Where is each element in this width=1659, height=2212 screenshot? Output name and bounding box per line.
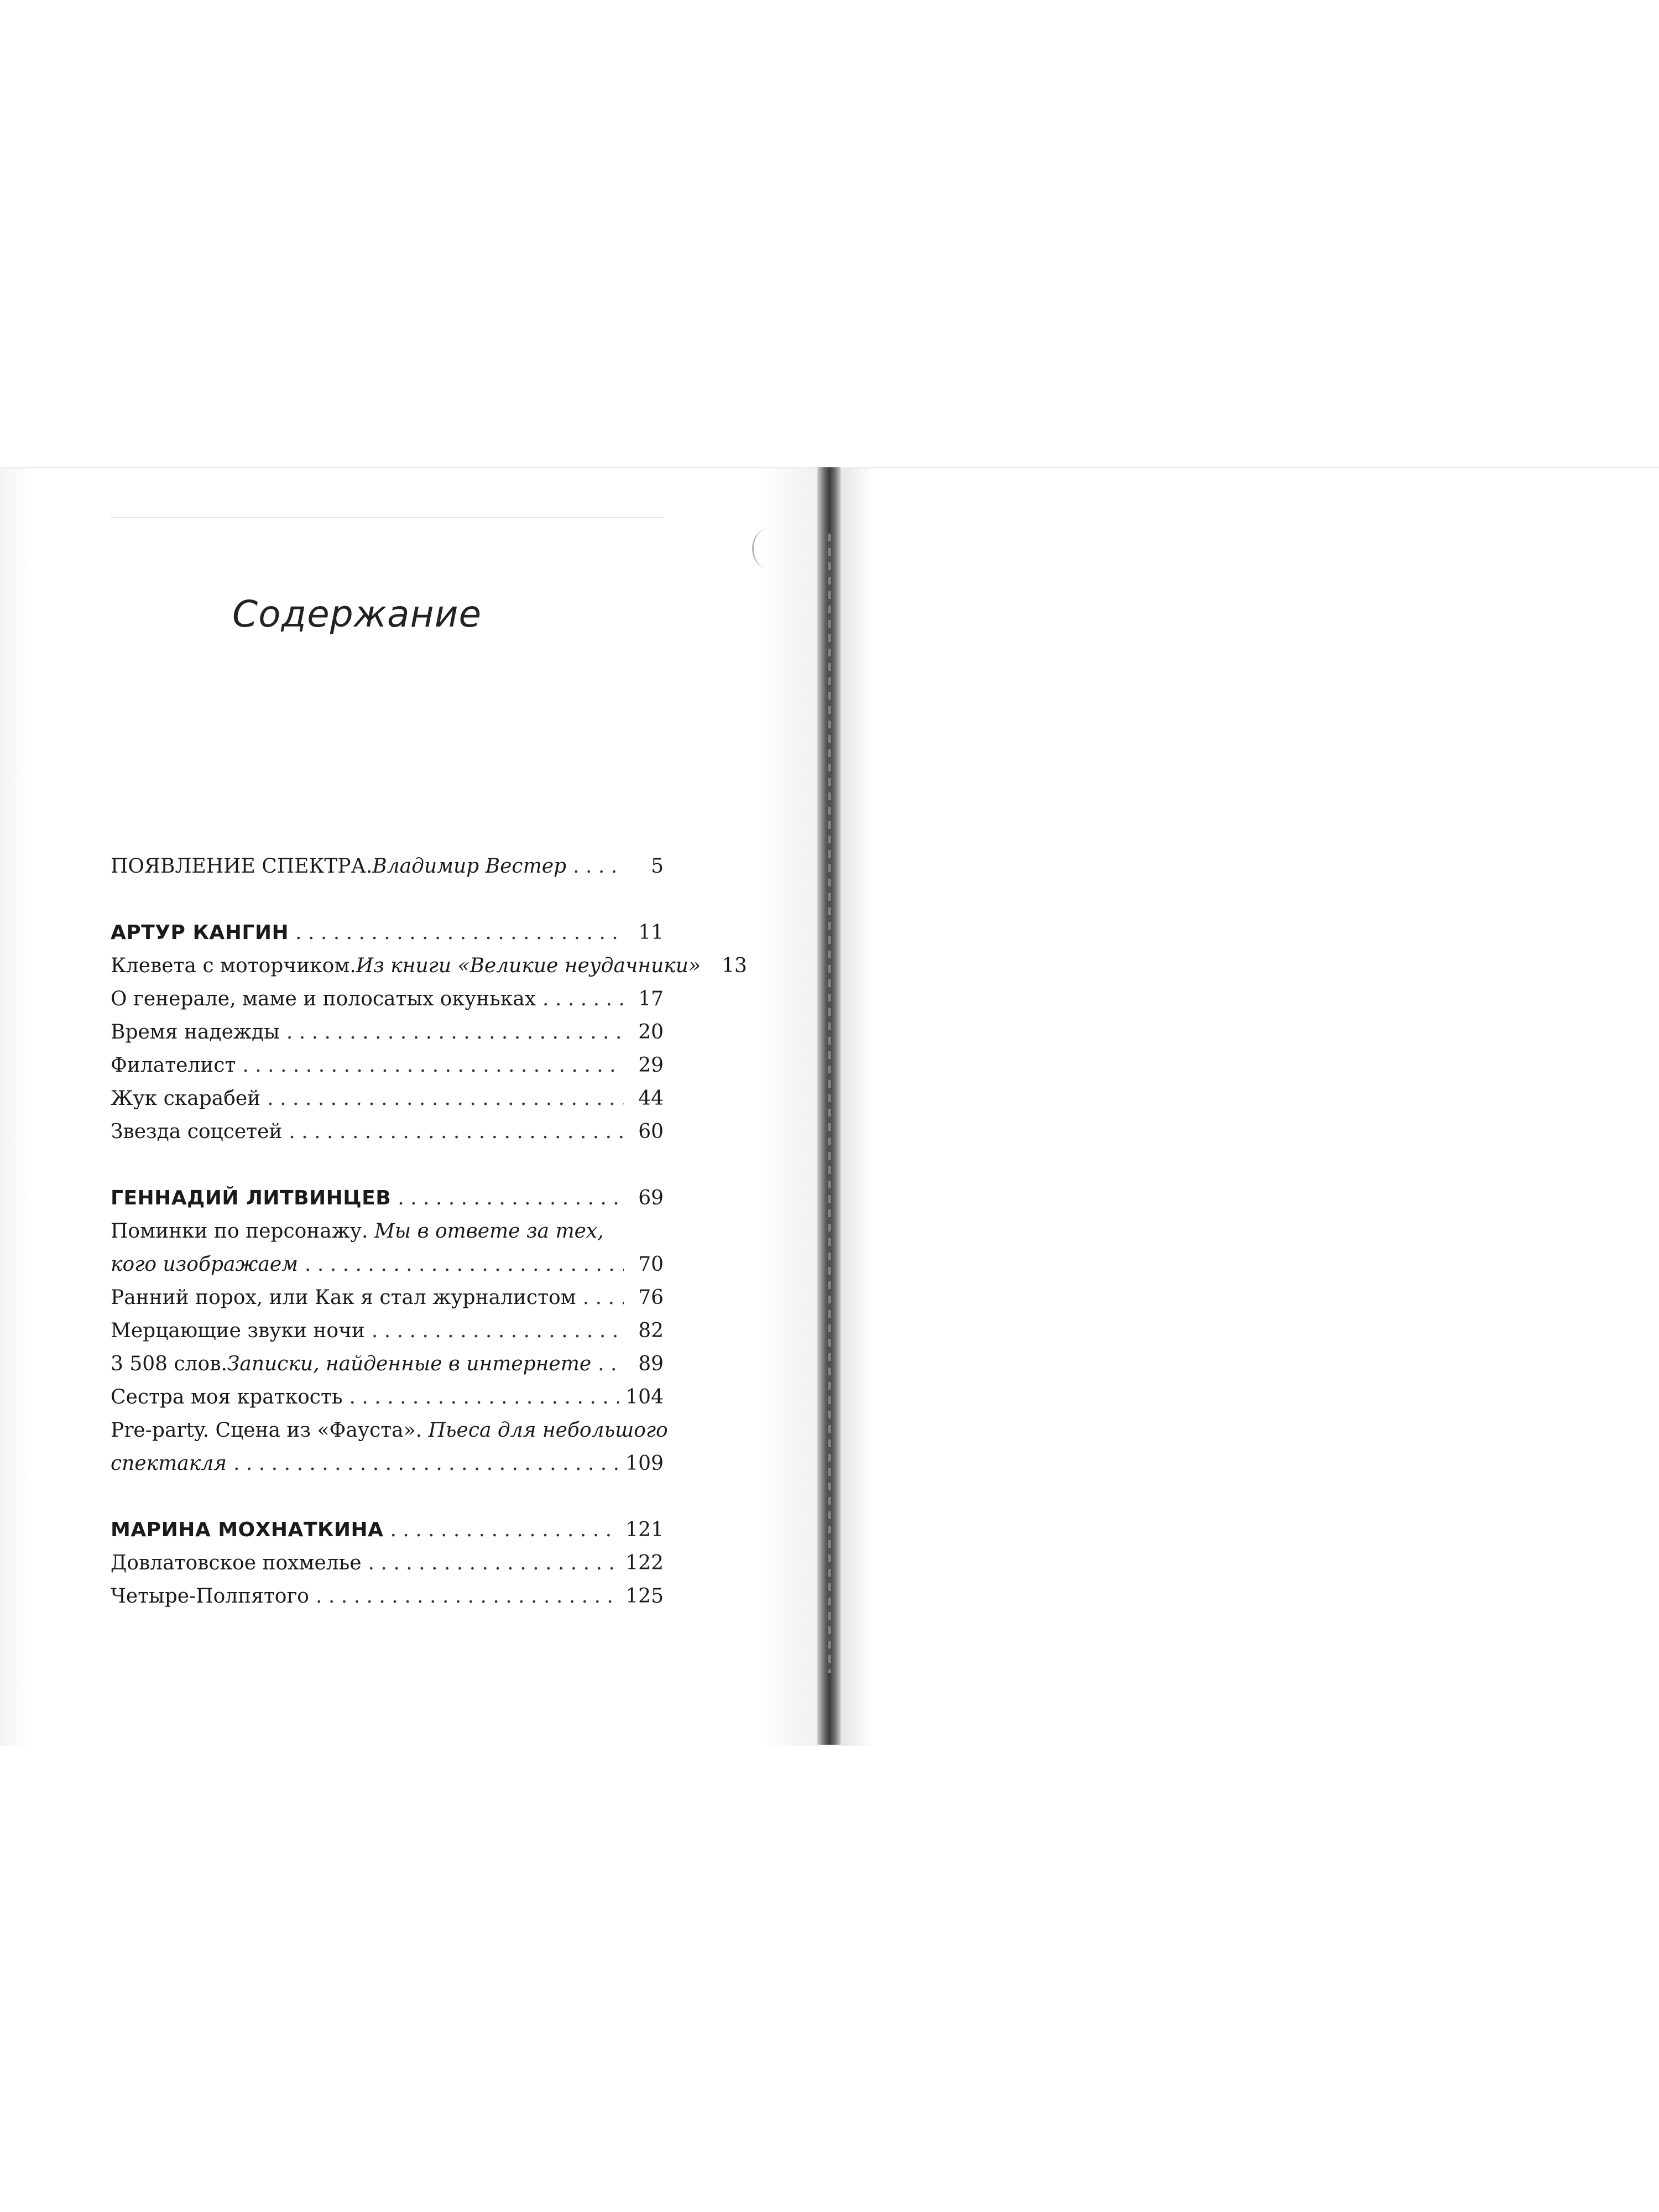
toc-entry [111, 1049, 664, 1082]
entry-title: Время надежды [111, 1021, 280, 1044]
entry-title: Клевета с моторчиком. [111, 954, 356, 977]
author-name: АРТУР КАНГИН [111, 921, 289, 944]
page-number: 121 [625, 1519, 664, 1541]
leader-dots [372, 1314, 624, 1348]
leader-dots [573, 850, 624, 883]
toc-column-left [111, 850, 747, 1613]
entry-subtitle: Из книги «Великие неудачники» [356, 954, 701, 977]
leader-dots [305, 1248, 624, 1281]
leader-dots [368, 1547, 619, 1580]
entry-title: Довлатовское похмелье [111, 1552, 362, 1574]
left-page [0, 467, 818, 1746]
page-number: 13 [722, 954, 747, 977]
entry-subtitle: Записки, найденные в интернете [227, 1353, 592, 1375]
entry-title: Сестра моя краткость [111, 1386, 343, 1408]
author-name: МАРИНА МОХНАТКИНА [111, 1519, 384, 1541]
entry-subtitle: Пьеса для небольшого [428, 1419, 668, 1442]
page-number: 82 [638, 1319, 664, 1342]
show-through-header [111, 513, 664, 518]
entry-title: Звезда соцсетей [111, 1120, 283, 1143]
page-number: 60 [638, 1120, 664, 1143]
page-number: 89 [638, 1353, 664, 1375]
leader-dots [233, 1447, 619, 1480]
toc-entry [111, 1381, 664, 1414]
toc-entry [111, 1348, 664, 1381]
page-number: 29 [638, 1054, 664, 1077]
leader-dots [398, 1182, 624, 1215]
toc-entry [111, 850, 664, 883]
entry-title: Поминки по персонажу. [111, 1220, 374, 1243]
pencil-mark [752, 529, 781, 568]
page-number: 125 [625, 1585, 664, 1608]
leader-dots [349, 1381, 619, 1414]
leader-dots [598, 1348, 624, 1381]
leader-dots [583, 1281, 624, 1314]
book-spine [817, 467, 842, 1745]
page-number: 109 [625, 1452, 664, 1475]
toc-entry [111, 1414, 668, 1480]
toc-entry [111, 1215, 664, 1281]
right-page [841, 467, 1659, 1746]
entry-title: Мерцающие звуки ночи [111, 1319, 365, 1342]
entry-title: Жук скарабей [111, 1087, 261, 1110]
page-number: 44 [638, 1087, 664, 1110]
leader-dots [242, 1049, 624, 1082]
page-title: Содержание [232, 593, 482, 635]
leader-dots [289, 1115, 624, 1149]
leader-dots [316, 1580, 619, 1613]
page-number: 11 [638, 921, 664, 944]
page-number: 20 [638, 1021, 664, 1044]
toc-entry [111, 1115, 664, 1149]
page-number: 76 [638, 1286, 664, 1309]
toc-entry [111, 950, 747, 983]
toc-entry [111, 1580, 664, 1613]
leader-dots [286, 1016, 624, 1049]
entry-subtitle: Мы в ответе за тех, [374, 1220, 604, 1243]
entry-title: 3 508 слов. [111, 1353, 227, 1375]
page-number: 70 [638, 1253, 664, 1276]
entry-subtitle: Владимир Вестер [372, 855, 567, 878]
toc-entry [111, 1281, 664, 1314]
entry-title: О генерале, маме и полосатых окуньках [111, 988, 536, 1010]
toc-entry [111, 1016, 664, 1049]
leader-dots [542, 983, 624, 1016]
page-number: 69 [638, 1187, 664, 1209]
toc-author-entry [111, 1182, 664, 1215]
entry-subtitle-cont: спектакля [111, 1452, 227, 1475]
toc-entry [111, 983, 664, 1016]
toc-entry [111, 1314, 664, 1348]
page-number: 17 [638, 988, 664, 1010]
page-number: 5 [651, 855, 664, 878]
entry-title: Pre-party. Сцена из «Фауста». [111, 1419, 429, 1442]
entry-title: Ранний порох, или Как я стал журналистом [111, 1286, 576, 1309]
page-number: 104 [625, 1386, 664, 1408]
toc-entry [111, 1547, 664, 1580]
toc-author-entry [111, 1514, 664, 1547]
page-number: 122 [625, 1552, 664, 1574]
leader-dots [267, 1082, 624, 1115]
entry-title: Четыре-Полпятого [111, 1585, 309, 1608]
entry-subtitle-cont: кого изображаем [111, 1253, 298, 1276]
toc-author-entry [111, 916, 664, 950]
leader-dots [390, 1514, 619, 1547]
entry-title: Филателист [111, 1054, 236, 1077]
binding-stitch [828, 534, 831, 1673]
entry-title: ПОЯВЛЕНИЕ СПЕКТРА. [111, 855, 373, 878]
book-spread [0, 467, 1659, 1745]
author-name: ГЕННАДИЙ ЛИТВИНЦЕВ [111, 1187, 392, 1209]
toc-entry [111, 1082, 664, 1115]
leader-dots [295, 916, 624, 950]
